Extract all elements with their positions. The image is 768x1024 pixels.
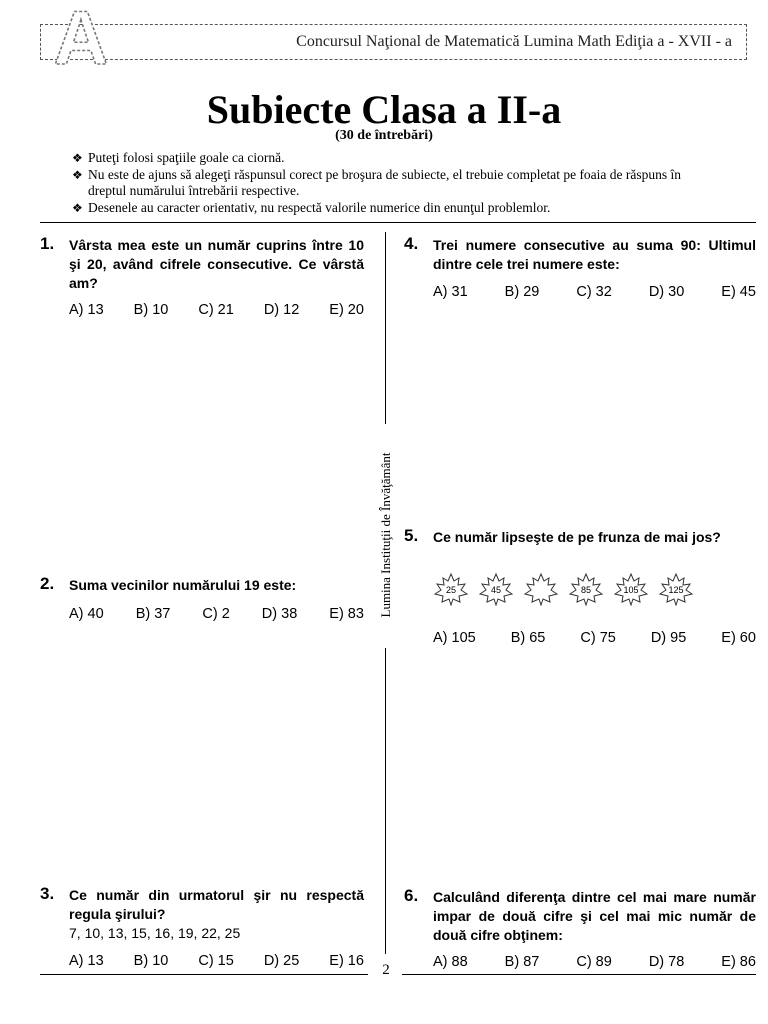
side-caption: Lumina Instituţii de Învăţământ (378, 452, 393, 618)
answer-a[interactable]: A) 88 (433, 954, 468, 970)
answer-options (69, 953, 364, 969)
question-number: 1. (40, 234, 55, 253)
number-sequence: 7, 10, 13, 15, 16, 19, 22, 25 (69, 925, 241, 941)
question-text: Calculând diferenţa dintre cel mai mare număr impar de două cifre şi cel mai mic număr de două cifre obţinem: (433, 889, 756, 943)
instruction-text: Nu este de ajuns să alegeţi răspunsul corect pe broşura de subiecte, el trebuie completat pe foaia de răspuns în dreptul numărului întrebării respective. (88, 166, 682, 198)
leaf-icon (523, 572, 559, 606)
instruction-item (72, 167, 712, 200)
answer-b[interactable]: B) 10 (133, 302, 169, 318)
instructions (72, 150, 712, 216)
leaf-number: 105 (623, 585, 639, 595)
header-band (40, 24, 747, 60)
question-text: Trei numere consecutive au suma 90: Ultimul dintre cele trei numere este: (433, 237, 756, 272)
question-number: 5. (404, 526, 419, 545)
leaf-icon (433, 572, 469, 606)
answer-c[interactable]: C) 15 (198, 953, 234, 969)
question-text (69, 886, 364, 943)
leaf-icon (568, 572, 604, 606)
answer-a[interactable]: A) 13 (69, 953, 104, 969)
answer-options (433, 630, 756, 646)
instruction-text: Puteţi folosi spaţiile goale ca ciornă. (88, 150, 285, 165)
leaf-icon (478, 572, 514, 606)
answer-b[interactable]: B) 37 (135, 606, 171, 622)
leaf-number: 85 (580, 585, 591, 595)
answer-options (433, 284, 756, 300)
diamond-bullet-icon: ❖ (72, 151, 83, 165)
page-title: Subiecte Clasa a II-a (206, 87, 562, 132)
answer-a[interactable]: A) 31 (433, 284, 468, 300)
question-number: 4. (404, 234, 419, 253)
answer-e[interactable]: E) 20 (329, 302, 364, 318)
question-number: 3. (40, 884, 55, 903)
answer-b[interactable]: B) 29 (504, 284, 540, 300)
answer-e[interactable]: E) 60 (721, 630, 756, 646)
leaf-icon (658, 572, 694, 606)
answer-d[interactable]: D) 95 (650, 630, 687, 646)
leaf-icon (613, 572, 649, 606)
top-divider (40, 222, 756, 223)
answer-b[interactable]: B) 10 (133, 953, 169, 969)
answer-a[interactable]: A) 40 (69, 606, 104, 622)
answer-d[interactable]: D) 12 (263, 302, 300, 318)
page-subtitle: (30 de întrebări) (335, 128, 433, 143)
bottom-divider-left (40, 974, 368, 975)
question-number: 6. (404, 886, 419, 905)
answer-e[interactable]: E) 16 (329, 953, 364, 969)
leaf-number: 125 (668, 585, 684, 595)
answer-options (69, 606, 364, 622)
answer-c[interactable]: C) 89 (576, 954, 612, 970)
column-divider-top (385, 232, 386, 424)
answer-d[interactable]: D) 30 (648, 284, 685, 300)
answer-a[interactable]: A) 13 (69, 302, 104, 318)
answer-c[interactable]: C) 32 (576, 284, 612, 300)
question-number: 2. (40, 574, 55, 593)
answer-c[interactable]: C) 2 (202, 606, 230, 622)
maple-leaf-icon (523, 572, 559, 606)
leaf-number: 25 (445, 585, 456, 595)
leaf-sequence (433, 572, 694, 606)
bottom-divider-right (402, 974, 756, 975)
instruction-text: Desenele au caracter orientativ, nu respectă valorile numerice din enunţul problemlor. (88, 199, 551, 215)
diamond-bullet-icon: ❖ (72, 167, 83, 182)
column-divider-bottom (385, 648, 386, 954)
diamond-bullet-icon: ❖ (72, 200, 83, 215)
answer-e[interactable]: E) 83 (329, 606, 364, 622)
question-text: Ce număr lipseşte de pe frunza de mai jos? (433, 529, 721, 545)
contest-logo (46, 2, 116, 68)
answer-a[interactable]: A) 105 (433, 630, 476, 646)
answer-c[interactable]: C) 21 (198, 302, 234, 318)
answer-c[interactable]: C) 75 (580, 630, 616, 646)
page-number: 2 (382, 962, 390, 978)
question-body: Ce număr din urmatorul şir nu respectă regula şirului? (69, 887, 364, 922)
instruction-item (72, 150, 712, 167)
answer-options (433, 954, 756, 970)
question-text: Vârsta mea este un număr cuprins între 10 şi 20, având cifrele consecutive. Ce vârstă am? (69, 237, 364, 291)
question-text: Suma vecinilor numărului 19 este: (69, 577, 297, 593)
answer-e[interactable]: E) 86 (721, 954, 756, 970)
leaf-number: 45 (490, 585, 501, 595)
contest-title: Concursul Naţional de Matematică Lumina Math Ediţia a - XVII - a (296, 33, 732, 50)
answer-d[interactable]: D) 78 (648, 954, 685, 970)
instruction-item (72, 200, 712, 217)
logo-letter: A (53, 2, 109, 68)
answer-d[interactable]: D) 25 (263, 953, 300, 969)
answer-e[interactable]: E) 45 (721, 284, 756, 300)
answer-d[interactable]: D) 38 (261, 606, 298, 622)
answer-b[interactable]: B) 87 (504, 954, 540, 970)
answer-options (69, 302, 364, 318)
answer-b[interactable]: B) 65 (510, 630, 546, 646)
